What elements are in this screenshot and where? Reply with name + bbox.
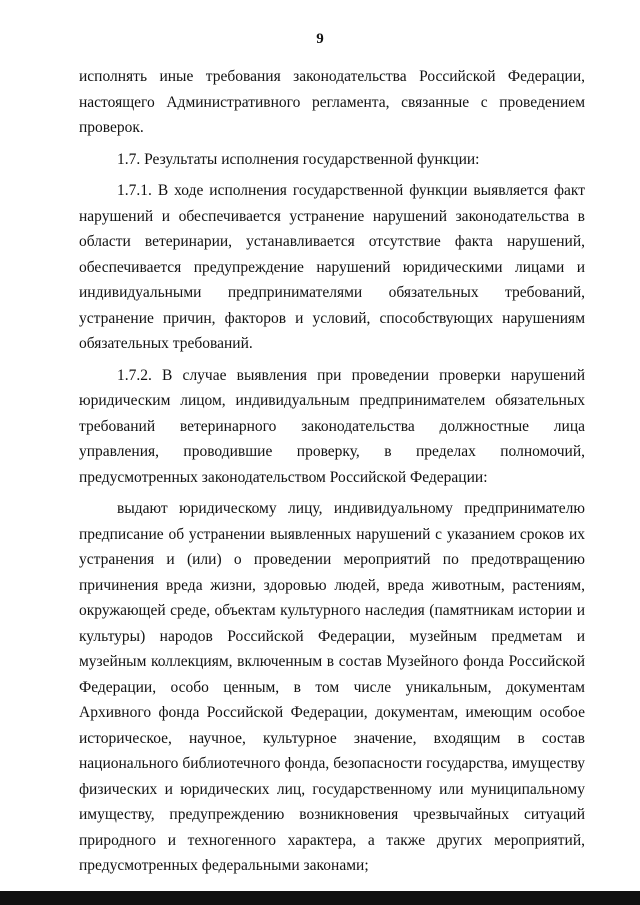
paragraph-section-1-7-1: 1.7.1. В ходе исполнения государственной функции выявляется факт нарушений и обеспечивается устранение нарушений законодательства в области ветеринарии, устанавливается отсутствие факта нарушений, обеспечивается предупреждение нарушений юридическими лицами и индивидуальными предпринимателями обязательных требований, устранение причин, факторов и условий, способствующих нарушениям обязательных требований.: [79, 182, 585, 352]
scan-bottom-border: [0, 891, 640, 905]
paragraph-continuation: исполнять иные требования законодательства Российской Федерации, настоящего Административного регламента, связанные с проведением проверок.: [79, 68, 585, 136]
page-number: 9: [316, 31, 324, 47]
paragraph-section-1-7-2: 1.7.2. В случае выявления при проведении проверки нарушений юридическим лицом, индивидуальным предпринимателем обязательных требований ветеринарного законодательства должностные лица управления, проводившие проверку, в пределах полномочий, предусмотренных законодательством Российской Федерации:: [79, 366, 585, 486]
document-body: [79, 64, 585, 879]
paragraph-section-1-7: 1.7. Результаты исполнения государственной функции:: [117, 150, 480, 168]
paragraph-prescription: выдают юридическому лицу, индивидуальному предпринимателю предписание об устранении выявленных нарушений с указанием сроков их устранения и (или) о проведении мероприятий по предотвращению причинения вреда жизни, здоровью людей, вреда животным, растениям, окружающей среде, объектам культурного наследия (памятникам истории и культуры) народов Российской Федерации, музейным предметам и музейным коллекциям, включенным в состав Музейного фонда Российской Федерации, особо ценным, в том числе уникальным, документам Архивного фонда Российской Федерации, документам, имеющим особое историческое, научное, культурное значение, входящим в состав национального библиотечного фонда, безопасности государства, имуществу физических и юридических лиц, государственному или муниципальному имуществу, предупреждению возникновения чрезвычайных ситуаций природного и техногенного характера, а также других мероприятий, предусмотренных федеральными законами;: [79, 500, 585, 874]
